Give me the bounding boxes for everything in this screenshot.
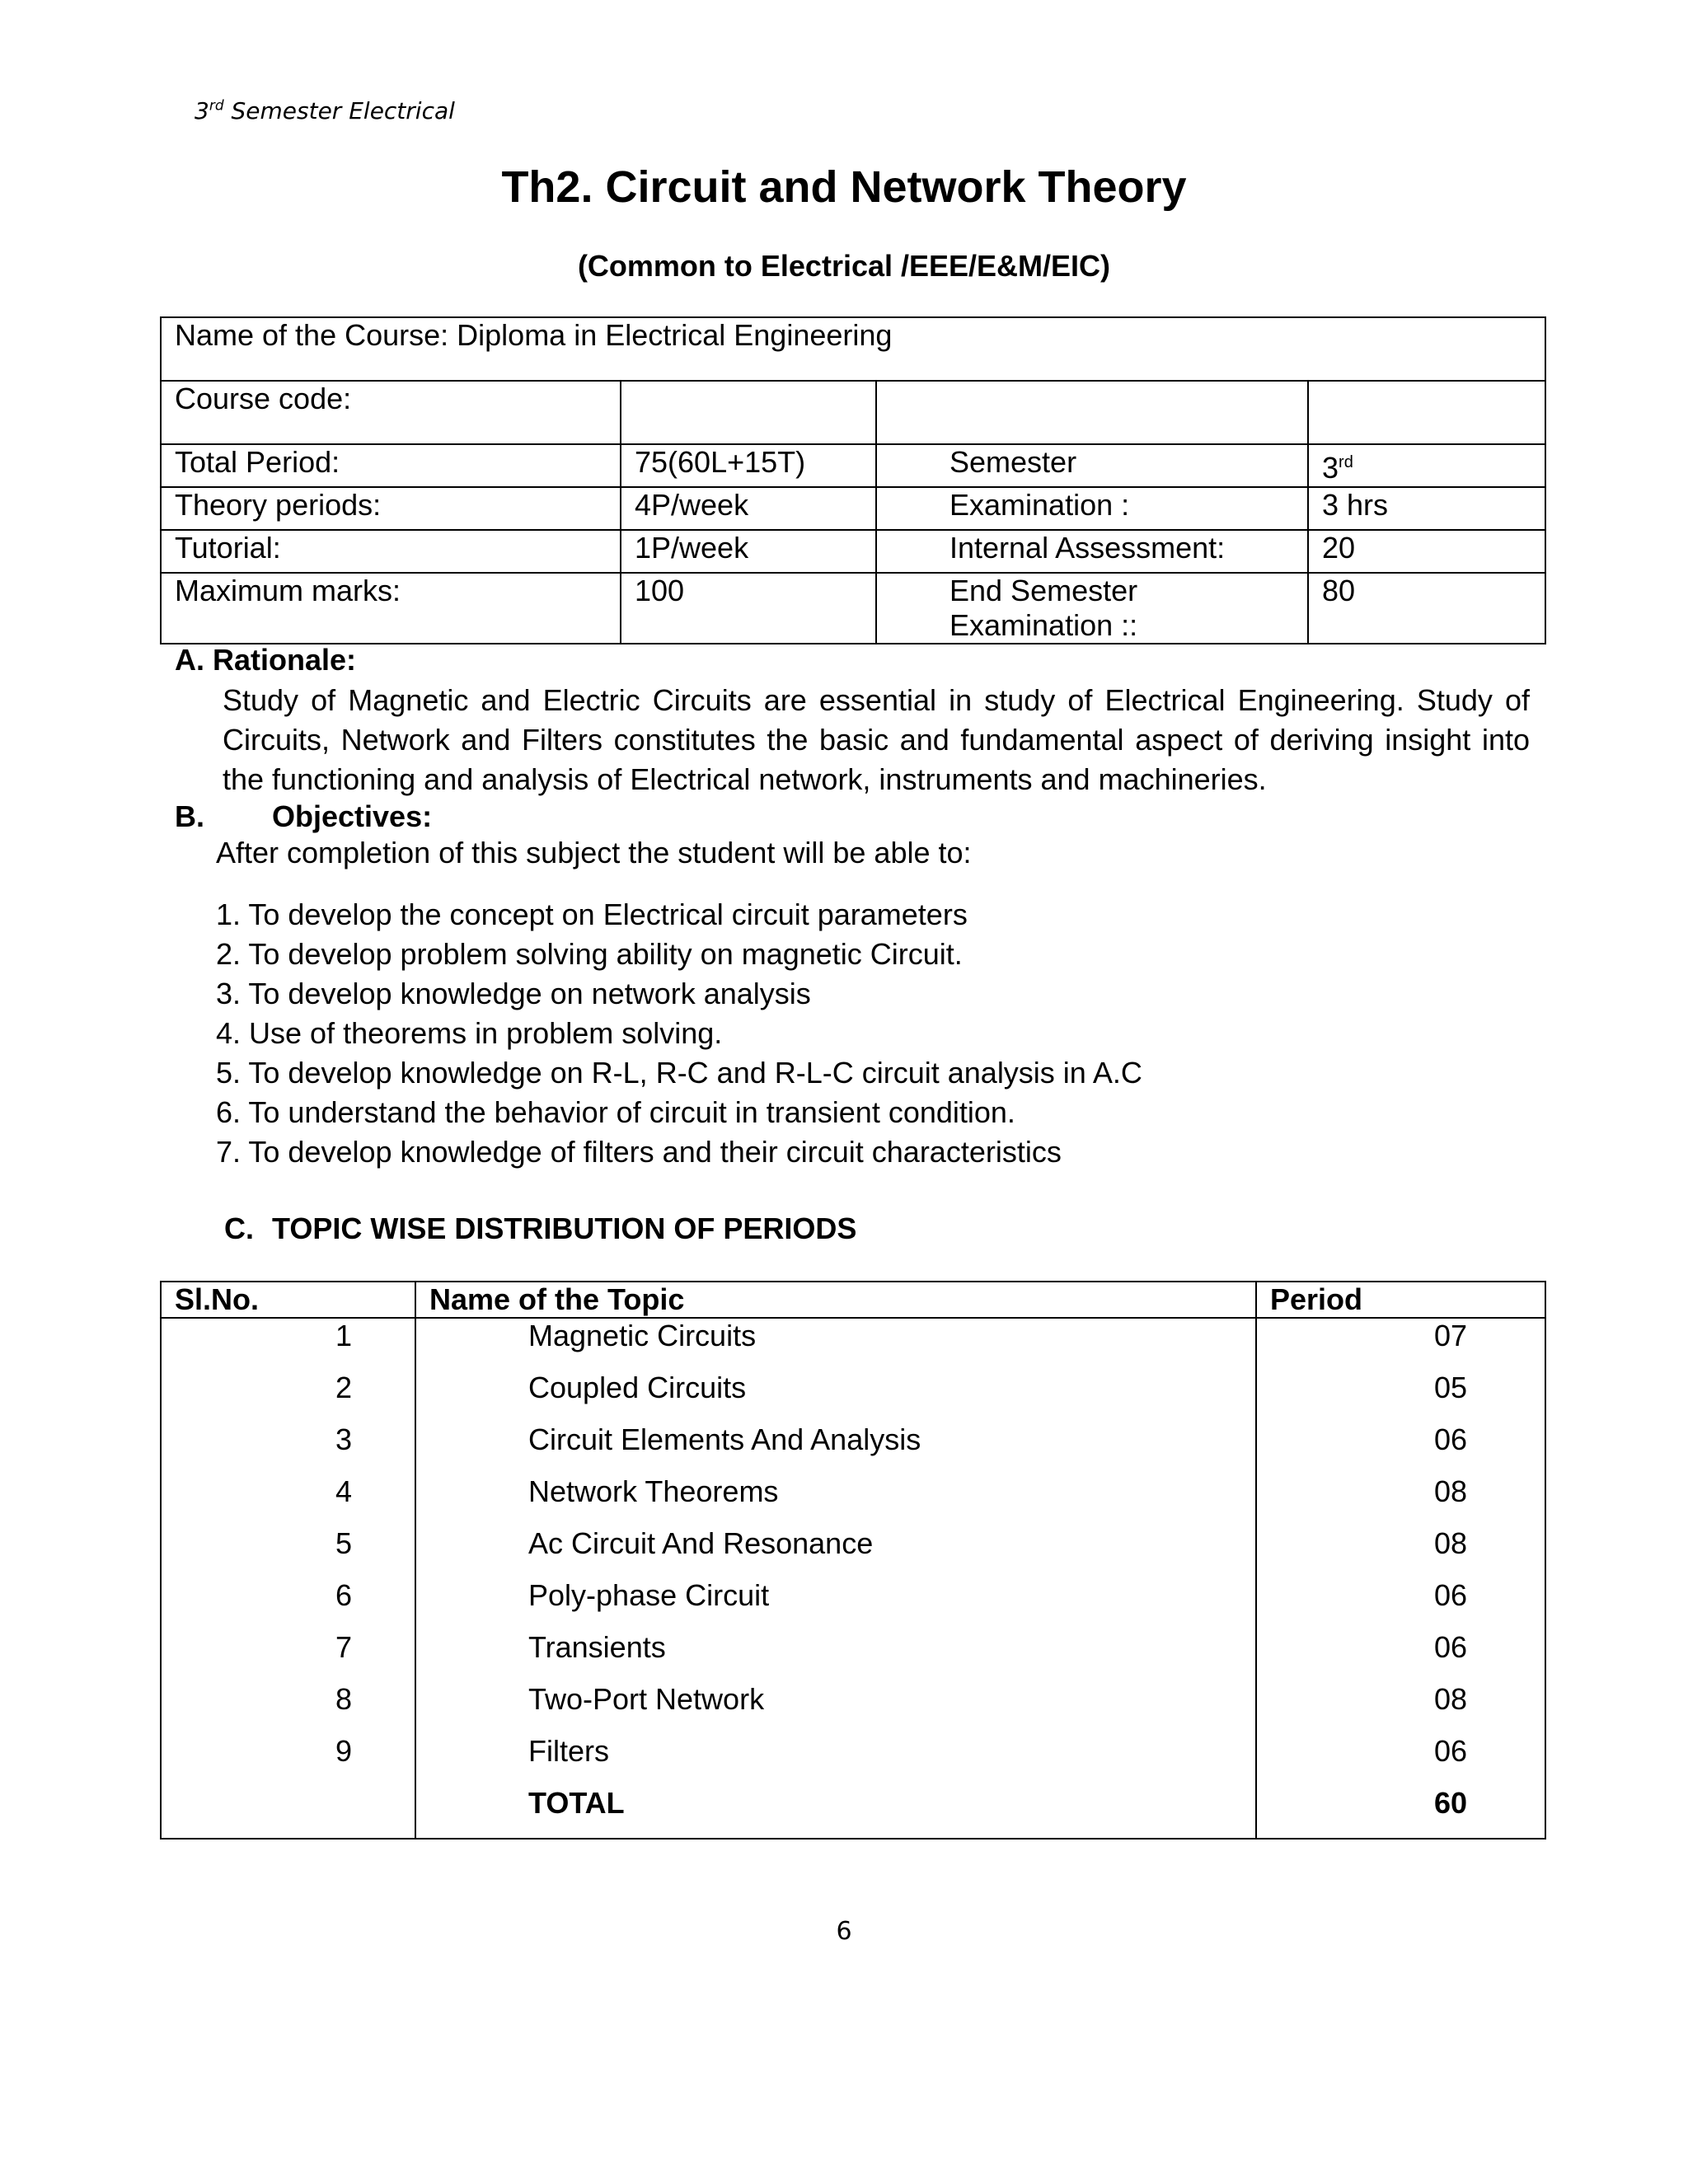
sl-no-cell: 9 (161, 1734, 415, 1786)
list-item: 7. To develop knowledge of filters and their circuit characteristics (216, 1135, 1062, 1169)
column-header-topic: Name of the Topic (415, 1282, 1256, 1318)
topic-name-cell: Magnetic Circuits (415, 1318, 1256, 1371)
total-value: 60 (1256, 1786, 1545, 1839)
table-row (161, 444, 1545, 487)
page-number: 6 (836, 1917, 852, 1946)
sl-no-cell: 3 (161, 1422, 415, 1474)
total-label: TOTAL (415, 1786, 1256, 1839)
topic-name-cell: Poly-phase Circuit (415, 1578, 1256, 1630)
list-item: 3. To develop knowledge on network analysis (216, 977, 811, 1010)
topic-name-cell: Coupled Circuits (415, 1371, 1256, 1422)
period-cell: 08 (1256, 1682, 1545, 1734)
list-item: 1. To develop the concept on Electrical circuit parameters (216, 898, 968, 931)
topic-name-cell: Two-Port Network (415, 1682, 1256, 1734)
internal-assessment-label: Internal Assessment: (876, 530, 1308, 573)
table-row (161, 530, 1545, 573)
tutorial-label: Tutorial: (161, 530, 621, 573)
course-code-empty-cell (876, 381, 1308, 444)
sl-no-cell: 6 (161, 1578, 415, 1630)
total-period-value: 75(60L+15T) (621, 444, 876, 487)
table-row (161, 1422, 1545, 1474)
topic-name-cell: Network Theorems (415, 1474, 1256, 1526)
period-cell: 06 (1256, 1630, 1545, 1682)
semester-value: 3rd (1308, 444, 1545, 487)
table-row (161, 381, 1545, 444)
period-cell: 07 (1256, 1318, 1545, 1371)
total-period-label: Total Period: (161, 444, 621, 487)
topic-name-cell: Ac Circuit And Resonance (415, 1526, 1256, 1578)
table-row (161, 1318, 1545, 1371)
column-header-period: Period (1256, 1282, 1545, 1318)
page-title: Th2. Circuit and Network Theory (501, 162, 1187, 212)
rationale-text: Study of Magnetic and Electric Circuits are essential in study of Electrical Engineering. Study of Circuits, Network and Filters constitutes the basic and fundamental aspect of deriving insight into the functioning and analysis of Electrical network, instruments and machineries. (223, 683, 1530, 796)
table-row (161, 1682, 1545, 1734)
course-name-cell: Name of the Course: Diploma in Electrical Engineering (161, 317, 1545, 381)
list-item: 5. To develop knowledge on R-L, R-C and R-L-C circuit analysis in A.C (216, 1056, 1142, 1090)
end-semester-value: 80 (1308, 573, 1545, 644)
table-row (161, 573, 1545, 644)
course-code-label: Course code: (161, 381, 621, 444)
objectives-heading: B. Objectives: (175, 799, 433, 833)
topic-name-cell: Circuit Elements And Analysis (415, 1422, 1256, 1474)
theory-periods-label: Theory periods: (161, 487, 621, 530)
table-row (161, 1371, 1545, 1422)
theory-periods-value: 4P/week (621, 487, 876, 530)
examination-value: 3 hrs (1308, 487, 1545, 530)
sl-no-cell: 7 (161, 1630, 415, 1682)
topic-name-cell: Filters (415, 1734, 1256, 1786)
table-row (161, 487, 1545, 530)
period-cell: 08 (1256, 1474, 1545, 1526)
topic-distribution-heading: C. TOPIC WISE DISTRIBUTION OF PERIODS (224, 1212, 857, 1245)
course-code-value-cell (621, 381, 876, 444)
period-cell: 06 (1256, 1578, 1545, 1630)
sl-no-cell: 1 (161, 1318, 415, 1371)
total-row (161, 1786, 1545, 1839)
tutorial-value: 1P/week (621, 530, 876, 573)
list-item: 4. Use of theorems in problem solving. (216, 1016, 723, 1050)
objectives-intro: After completion of this subject the student will be able to: (216, 836, 972, 869)
table-header-row (161, 1282, 1545, 1318)
maximum-marks-label: Maximum marks: (161, 573, 621, 644)
list-item: 6. To understand the behavior of circuit in transient condition. (216, 1095, 1015, 1129)
rationale-heading: A. Rationale: (175, 643, 357, 677)
list-item: 2. To develop problem solving ability on magnetic Circuit. (216, 937, 963, 971)
page-subtitle: (Common to Electrical /EEE/E&M/EIC) (577, 249, 1111, 283)
column-header-slno: Sl.No. (161, 1282, 415, 1318)
table-row (161, 1578, 1545, 1630)
table-row (161, 1734, 1545, 1786)
sl-no-cell: 8 (161, 1682, 415, 1734)
topic-distribution-table (160, 1281, 1546, 1840)
sl-no-cell: 5 (161, 1526, 415, 1578)
examination-label: Examination : (876, 487, 1308, 530)
course-info-table (160, 316, 1546, 644)
period-cell: 06 (1256, 1422, 1545, 1474)
course-code-empty-cell (1308, 381, 1545, 444)
semester-label: Semester (876, 444, 1308, 487)
topic-name-cell: Transients (415, 1630, 1256, 1682)
running-header: 3rd Semester Electrical (195, 97, 455, 124)
objectives-list (216, 895, 1142, 1172)
internal-assessment-value: 20 (1308, 530, 1545, 573)
end-semester-label: End Semester Examination :: (876, 573, 1308, 644)
table-row (161, 1474, 1545, 1526)
sl-no-cell: 4 (161, 1474, 415, 1526)
period-cell: 06 (1256, 1734, 1545, 1786)
maximum-marks-value: 100 (621, 573, 876, 644)
table-row (161, 317, 1545, 381)
period-cell: 08 (1256, 1526, 1545, 1578)
sl-no-cell (161, 1786, 415, 1839)
sl-no-cell: 2 (161, 1371, 415, 1422)
table-row (161, 1630, 1545, 1682)
period-cell: 05 (1256, 1371, 1545, 1422)
table-row (161, 1526, 1545, 1578)
